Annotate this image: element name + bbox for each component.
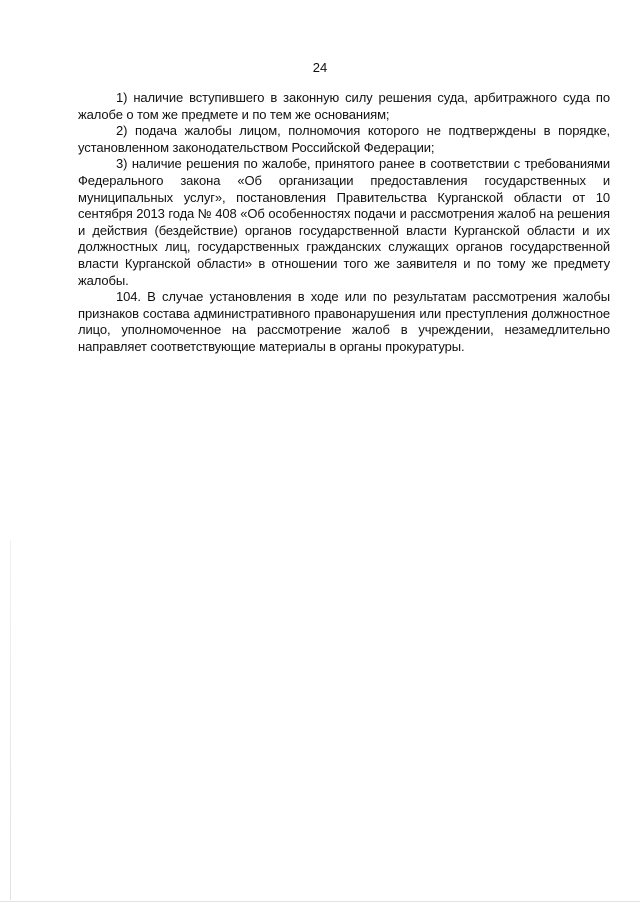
paragraph-item-3: 3) наличие решения по жалобе, принятого ранее в соответствии с требованиями Федерального закона «Об организации предоставления государственных и муниципальных услуг», постановления Правительства Курганской области от 10 сентября 2013 года № 408 «Об особенностях подачи и рассмотрения жалоб на решения и действия (бездействие) органов государственной власти Курганской области и их должностных лиц, государственных гражданских служащих органов государственной власти Курганской области» в отношении того же заявителя и по тому же предмету жалобы. [78,156,610,288]
document-body [78,90,610,356]
scan-bottom-edge [0,901,640,902]
scan-edge-line [10,540,11,900]
page-number: 24 [312,60,328,75]
paragraph-item-1: 1) наличие вступившего в законную силу решения суда, арбитражного суда по жалобе о том же предмете и по тем же основаниям; [78,90,610,122]
paragraph-item-2: 2) подача жалобы лицом, полномочия которого не подтверждены в порядке, установленном законодательством Российской Федерации; [78,123,610,155]
paragraph-104: 104. В случае установления в ходе или по результатам рассмотрения жалобы признаков состава административного правонарушения или преступления должностное лицо, уполномоченное на рассмотрение жалоб в учреждении, незамедлительно направляет соответствующие материалы в органы прокуратуры. [78,289,610,354]
